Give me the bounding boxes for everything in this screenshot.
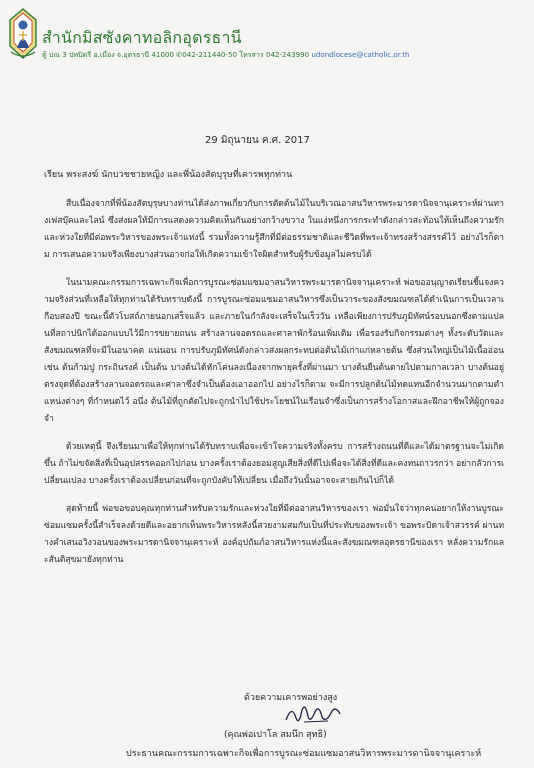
letterhead bbox=[8, 8, 528, 72]
phone-icon: ✆ bbox=[176, 50, 183, 59]
letter-date: 29 มิถุนายน ค.ศ. 2017 bbox=[205, 135, 310, 146]
paragraph: ในนามคณะกรรมการเฉพาะกิจเพื่อการบูรณะซ่อมแซมอาสนวิหารพระมารดานิจจานุเคราะห์ พ่อขออนุญาตเรียนชี้แจงความจริงส่วนที่เหลือให้ทุกท่านได้รับทราบดังนี้ การบูรณะซ่อมแซมอาสนวิหารซึ่งเป็นวาระของสังฆมณฑลได้ดำเนินการเป็นเวลาเกือบสองปี ขณะนี้ตัวโบสถ์ภายนอกเสร็จแล้ว และภายในกำลังจะเสร็จในเร็ววัน เหลือเพียงการปรับภูมิทัศน์รอบนอกซึ่งตามแปลนที่สถาปนิกได้ออกแบบไว้มีการขยายถนน สร้างลานจอดรถและศาลาพักร้อนเพิ่มเติม เพื่อรองรับกิจกรรมต่างๆ ทั้งระดับวัดและสังฆมณฑลที่จะมีในอนาคต แน่นอน การปรับภูมิทัศน์ดังกล่าวส่งผลกระทบต่อต้นไม้เก่าแก่หลายต้น ซึ่งส่วนใหญ่เป็นไม้เนื้ออ่อน เช่น ต้นก้ามปู กระถินรงค์ เป็นต้น บางต้นได้หักโค่นลงเนื่องจากพายุครั้งที่ผ่านมา บางต้นยืนต้นตายไปตามกาลเวลา บางต้นอยู่ตรงจุดที่ต้องสร้างลานจอดรถและศาลาซึ่งจำเป็นต้องเอาออกไป อย่างไรก็ตาม จะมีการปลูกต้นไม้ทดแทนอีกจำนวนมากตามตำแหน่งต่างๆ ที่กำหนดไว้ อนึ่ง ต้นไม้ที่ถูกตัดไปจะถูกนำไปใช้ประโยชน์ในเรือนจำซึ่งเป็นการสร้างโอกาสและฝึกอาชีพให้ผู้ถูกจองจำ bbox=[44, 278, 504, 424]
salutation: เรียน พระสงฆ์ นักบวชชายหญิง และพี่น้องสัตบุรุษที่เคารพทุกท่าน bbox=[44, 170, 293, 180]
letterhead-contact bbox=[42, 50, 410, 61]
phone-text: 042-211440-50 bbox=[182, 50, 237, 59]
fax-text: 042-243990 bbox=[265, 50, 310, 59]
handwritten-signature-icon bbox=[282, 702, 346, 728]
signer-title: ประธานคณะกรรมการเฉพาะกิจเพื่อการบูรณะซ่อมแซมอาสนวิหารพระมารดานิจจานุเคราะห์ bbox=[126, 749, 482, 759]
paragraph: สุดท้ายนี้ พ่อขอขอบคุณทุกท่านสำหรับความรักและห่วงใยที่มีต่ออาสนวิหารของเรา พ่อมั่นใจว่าทุกคนอยากให้งานบูรณะซ่อมแซมครั้งนี้สำเร็จลงด้วยดีและอยากเห็นพระวิหารหลังนี้สวยงามสมกับเป็นที่ประทับของพระเจ้า ขอพระบิดาเจ้าสวรรค์ ผ่านทางคำเสนอวิงวอนของพระมารดานิจจานุเคราะห์ องค์อุปถัมภ์อาสนวิหารแห่งนี้และสังฆมณฑลอุดรธานีของเรา หลั่งความรักและสันติสุขมายังทุกท่าน bbox=[44, 504, 504, 565]
fax-label: โทรสาร bbox=[239, 50, 264, 59]
diocese-crest-icon bbox=[8, 8, 38, 60]
paragraph: ด้วยเหตุนี้ จึงเรียนมาเพื่อให้ทุกท่านได้รับทราบเพื่อจะเข้าใจความจริงทั้งครบ การสร้างถนนที่ดีและได้มาตรฐานจะไม่เกิดขึ้น ถ้าไม่ขจัดสิ่งที่เป็นอุปสรรคออกไปก่อน บางครั้งเราต้องยอมสูญเสียสิ่งที่ดีไปเพื่อจะได้สิ่งที่ดีและคงทนถาวรกว่า อย่ากลัวการเปลี่ยนแปลง บางครั้งเราต้องเปลี่ยนก่อนที่จะถูกบังคับให้เปลี่ยน เมื่อถึงวันนั้นอาจจะสายเกินไปก็ได้ bbox=[44, 442, 504, 486]
closing-line: ด้วยความเคารพอย่างสูง bbox=[244, 693, 338, 703]
letter-body bbox=[44, 196, 504, 580]
address-text: ตู้ ปณ 3 ปทปิตรี อ.เมือง จ.อุดรธานี 41000 bbox=[42, 50, 174, 59]
signer-name: (คุณพ่อเปาโล สมนึก สุทธิ) bbox=[224, 730, 327, 740]
paragraph: สืบเนื่องจากที่พี่น้องสัตบุรุษบางท่านได้ส่งภาพเกี่ยวกับการตัดต้นไม้ในบริเวณอาสนวิหารพระมารดานิจจานุเคราะห์ผ่านทางเฟสบุ๊คและไลน์ ซึ่งส่งผลให้มีการแสดงความคิดเห็นกันอย่างกว้างขวาง ในแง่หนึ่งการกระทำดังกล่าวสะท้อนให้เห็นถึงความรักและห่วงใยที่มีต่อพระวิหารของพระเจ้าแห่งนี้ รวมทั้งความรู้สึกที่มีต่อธรรมชาติและชีวิตที่พระเจ้าทรงสร้างสรรค์ไว้ อย่างไรก็ตาม การเสนอความจริงเพียงบางส่วนอาจก่อให้เกิดความเข้าใจผิดสำหรับผู้รับข้อมูลไม่ครบได้ bbox=[44, 199, 504, 260]
organization-name: สำนักมิสซังคาทอลิกอุดรธานี bbox=[42, 28, 242, 47]
email-link[interactable]: udondiocese@catholic.or.th bbox=[311, 50, 410, 59]
